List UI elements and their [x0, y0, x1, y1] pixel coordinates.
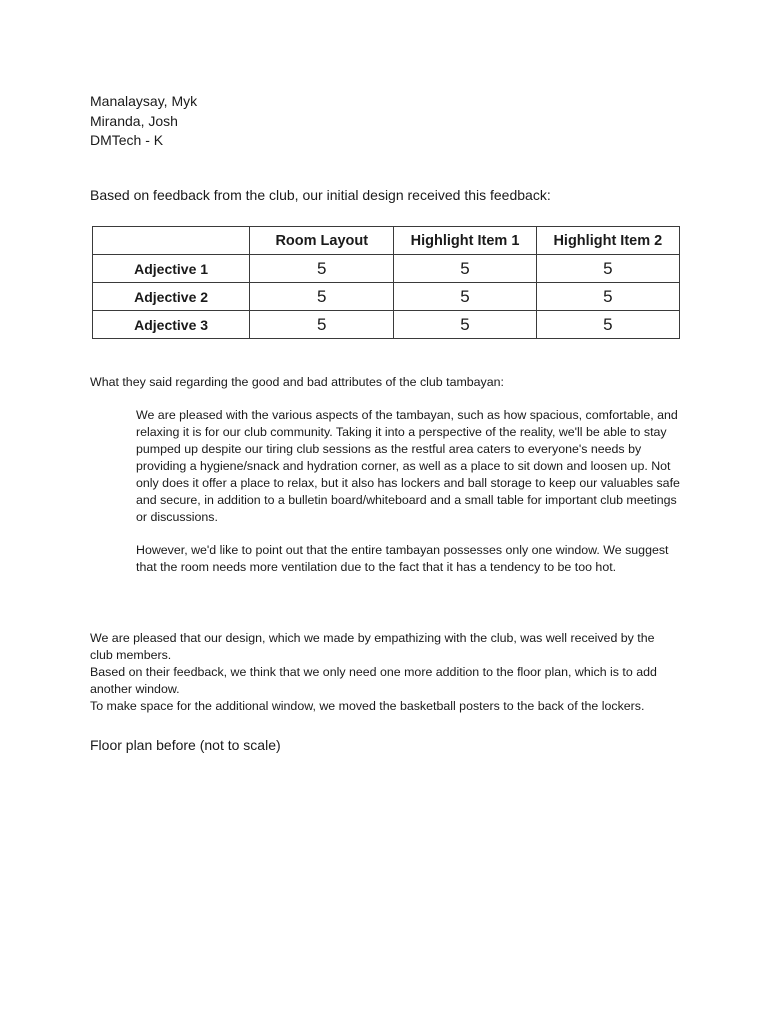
table-row	[93, 311, 680, 339]
feedback-intro: What they said regarding the good and bad attributes of the club tambayan:	[90, 375, 504, 389]
table-header-cell: Highlight Item 1	[394, 227, 536, 255]
table-cell: 5	[536, 311, 679, 339]
table-header-cell	[93, 227, 250, 255]
table-header-cell: Room Layout	[250, 227, 394, 255]
author-name-2: Miranda, Josh	[90, 112, 178, 129]
conclusion-block	[90, 630, 680, 715]
club-quote	[136, 407, 681, 592]
table-cell: 5	[394, 283, 536, 311]
table-cell: 5	[250, 311, 394, 339]
intro-text: Based on feedback from the club, our initial design received this feedback:	[90, 187, 551, 203]
row-label: Adjective 1	[93, 255, 250, 283]
quote-paragraph: However, we'd like to point out that the entire tambayan possesses only one window. We suggest that the room needs more ventilation due to the fact that it has a tendency to be too hot.	[136, 543, 669, 574]
feedback-table	[92, 226, 680, 339]
table-cell: 5	[536, 255, 679, 283]
table-cell: 5	[394, 255, 536, 283]
row-label: Adjective 2	[93, 283, 250, 311]
table-header-cell: Highlight Item 2	[536, 227, 679, 255]
conclusion-line: To make space for the additional window, we moved the basketball posters to the back of the lockers.	[90, 699, 645, 713]
table-row	[93, 255, 680, 283]
conclusion-line: Based on their feedback, we think that we only need one more addition to the floor plan, which is to add another window.	[90, 665, 657, 696]
table-cell: 5	[536, 283, 679, 311]
table-header-row	[93, 227, 680, 255]
table-cell: 5	[394, 311, 536, 339]
row-label: Adjective 3	[93, 311, 250, 339]
table-cell: 5	[250, 255, 394, 283]
table-cell: 5	[250, 283, 394, 311]
quote-paragraph: We are pleased with the various aspects of the tambayan, such as how spacious, comfortable, and relaxing it is for our club community. Taking it into a perspective of the reality, we'll be able to stay pumped up despite our tiring club sessions as the restful area caters to everyone's needs by providing a hygiene/snack and hydration corner, as well as a place to sit down and loosen up. Not only does it offer a place to relax, but it also has lockers and ball storage to keep our valuables safe and secure, in addition to a bulletin board/whiteboard and a small table for important club meetings or discussions.	[136, 408, 680, 524]
table-row	[93, 283, 680, 311]
section-label: DMTech - K	[90, 132, 164, 148]
author-block	[90, 92, 197, 151]
floor-plan-caption: Floor plan before (not to scale)	[90, 737, 281, 753]
author-name-1: Manalaysay, Myk	[90, 93, 198, 109]
conclusion-line: We are pleased that our design, which we made by empathizing with the club, was well received by the club members.	[90, 631, 655, 662]
